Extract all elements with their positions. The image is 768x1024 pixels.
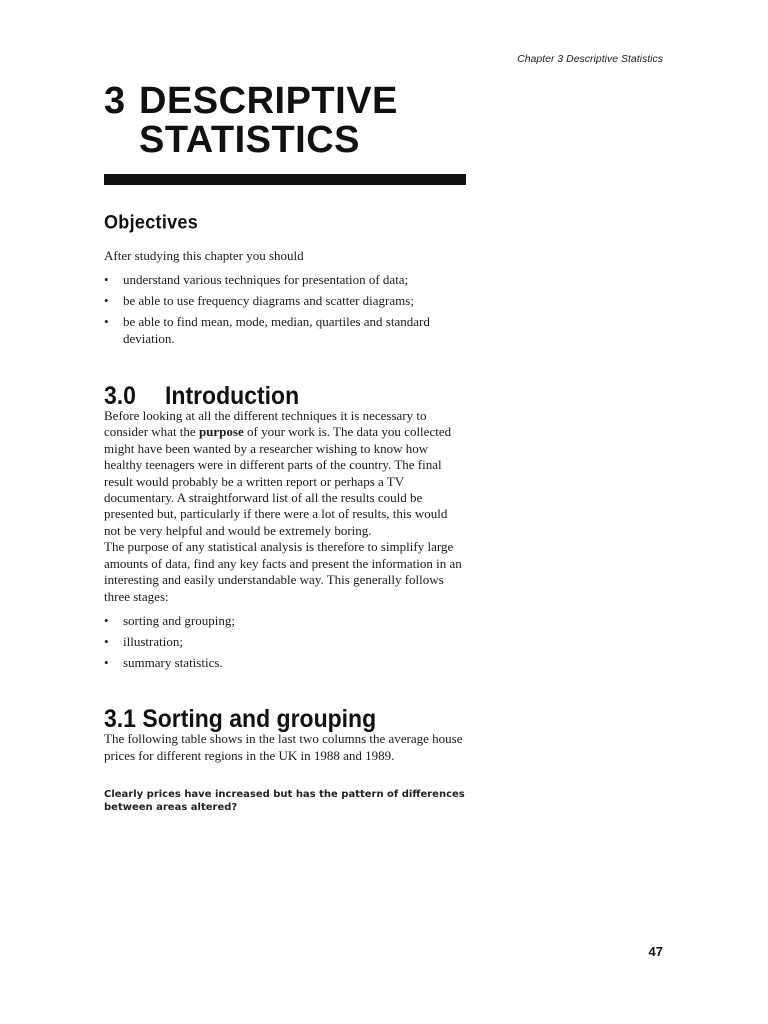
objective-text: be able to use frequency diagrams and scatter diagrams; (123, 293, 414, 309)
intro-p1-text-rest: of your work is. The data you collected might have been wanted by a researcher wishing to know how healthy teenagers were in different parts of the country. The final result would probably be a written report or perhaps a TV documentary. A straightforward list of all the results could be presented but, particularly if there were a lot of results, this would not be very helpful and would be extremely boring. (104, 424, 452, 538)
stage-text: sorting and grouping; (123, 612, 235, 628)
objective-text: understand various techniques for presentation of data; (123, 272, 409, 288)
section-number: 3.0 (104, 381, 136, 410)
chapter-title (104, 82, 466, 160)
section-heading-sorting: 3.1 Sorting and grouping (104, 704, 377, 733)
objective-item (104, 314, 466, 347)
bullet-icon: • (104, 612, 109, 628)
bullet-icon: • (104, 654, 109, 670)
objective-item (104, 293, 466, 309)
bullet-icon: • (104, 293, 109, 309)
stage-text: summary statistics. (123, 654, 223, 670)
stage-item (104, 655, 466, 671)
bullet-icon: • (104, 633, 109, 649)
intro-p1-bold: purpose (198, 424, 244, 440)
title-rule (104, 174, 466, 185)
margin-note: Clearly prices have increased but has the pattern of differences between areas altered? (104, 788, 465, 814)
section-title: Introduction (165, 381, 300, 410)
objective-text: be able to find mean, mode, median, quartiles and standard deviation. (123, 314, 430, 346)
section-heading-introduction (104, 381, 466, 411)
chapter-number: 3 (104, 80, 126, 122)
stages-list (104, 613, 466, 671)
objectives-intro: After studying this chapter you should (104, 248, 304, 263)
chapter-title-line2: STATISTICS (139, 119, 361, 161)
objectives-heading: Objectives (104, 211, 199, 233)
page-content (104, 82, 466, 825)
intro-paragraph-2: The purpose of any statistical analysis is therefore to simplify large amounts of data, find any key facts and present the information in an interesting and easily understandable way. This generally follows three stages: (104, 539, 462, 604)
objective-item (104, 272, 466, 288)
intro-paragraph-1 (104, 408, 466, 539)
bullet-icon: • (104, 314, 109, 330)
running-header: Chapter 3 Descriptive Statistics (517, 53, 663, 65)
chapter-title-line1: DESCRIPTIVE (139, 80, 398, 122)
stage-item (104, 634, 466, 650)
bullet-icon: • (104, 272, 109, 288)
stage-text: illustration; (123, 633, 183, 649)
page-number: 47 (648, 944, 663, 959)
stage-item (104, 613, 466, 629)
objectives-list (104, 272, 466, 347)
sorting-paragraph: The following table shows in the last two columns the average house prices for different regions in the UK in 1988 and 1989. (104, 731, 463, 763)
intro-p1-text: Before looking at all the different techniques it is necessary to consider what the (104, 408, 427, 440)
